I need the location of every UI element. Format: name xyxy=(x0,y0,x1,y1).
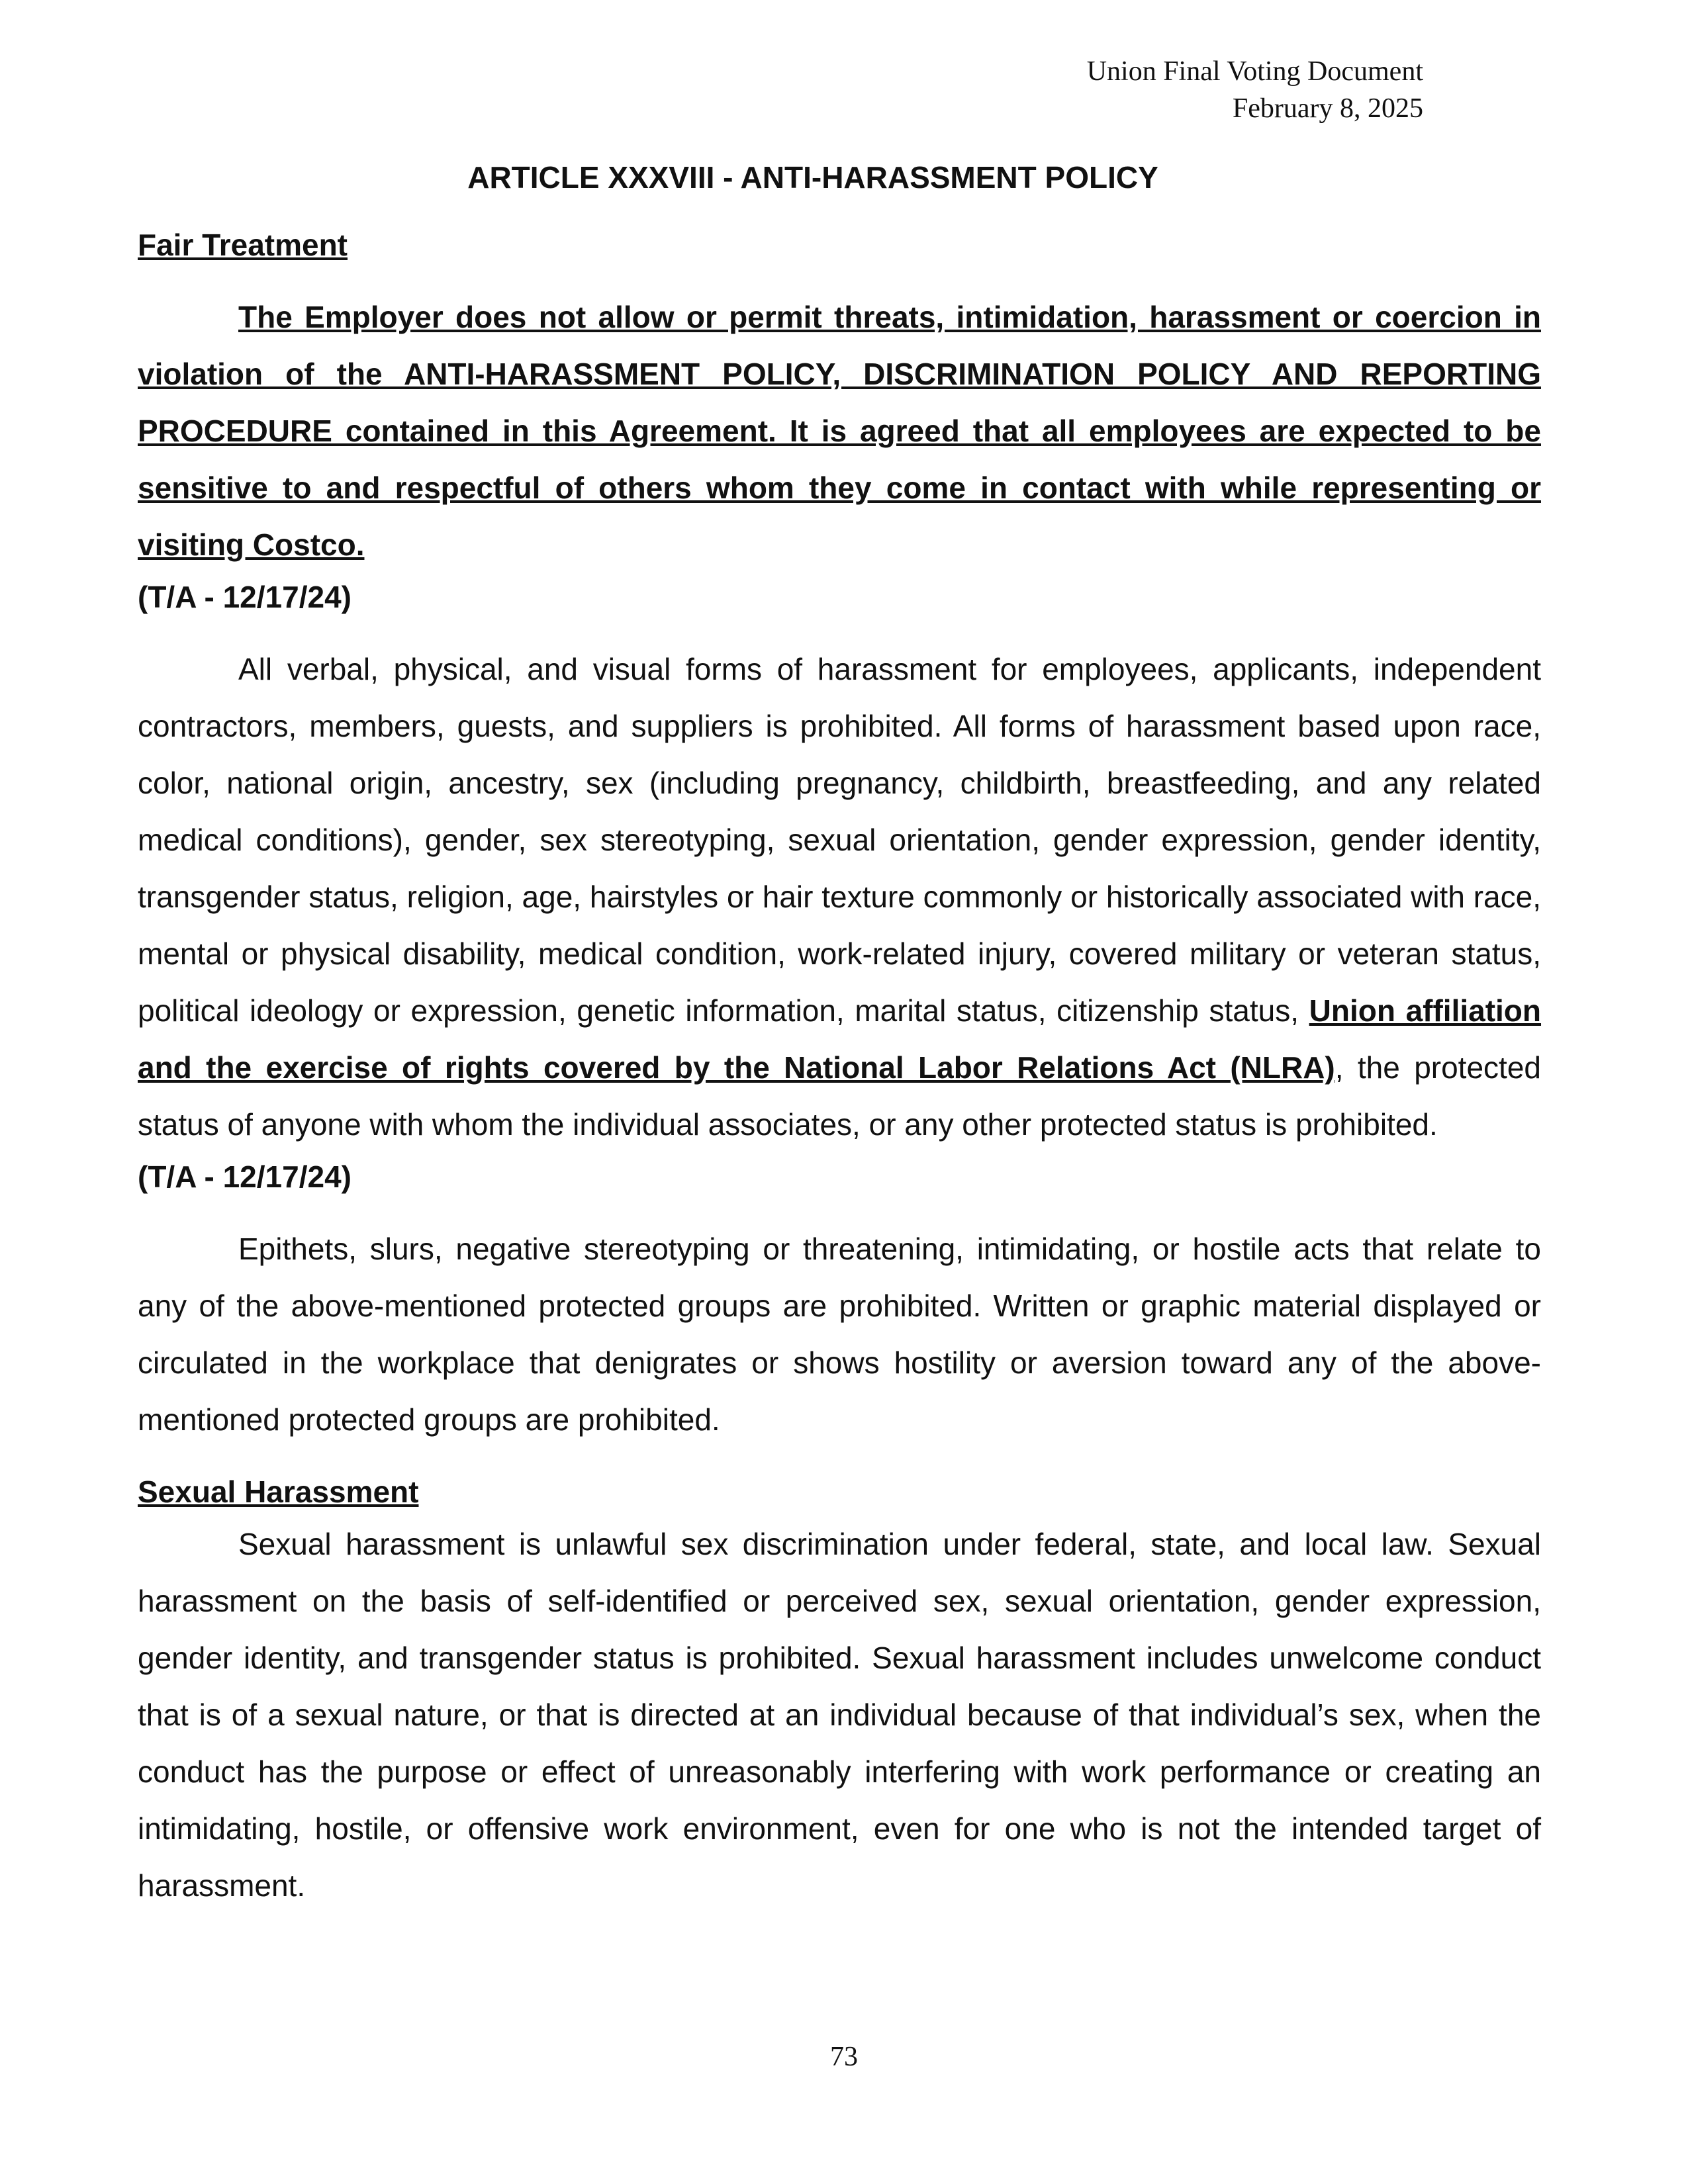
harassment-text-part2: , the protected status of anyone with whom the individual associates, or any other protected status is prohibited. xyxy=(138,1050,1541,1142)
page-content xyxy=(138,154,1541,1914)
article-title: ARTICLE XXXVIII - ANTI-HARASSMENT POLICY xyxy=(467,160,1158,195)
section-heading-sexual-harassment: Sexual Harassment xyxy=(138,1475,419,1509)
harassment-text-part1: All verbal, physical, and visual forms of harassment for employees, applicants, independent contractors, members, guests, and suppliers is prohibited. All forms of harassment based upon race, color, national origin, ancestry, sex (including pregnancy, childbirth, breastfeeding, and any related medical conditions), gender, sex stereotyping, sexual orientation, gender expression, gender identity, transgender status, religion, age, hairstyles or hair texture commonly or historically associated with race, mental or physical disability, medical condition, work-related injury, covered military or veteran status, political ideology or expression, genetic information, marital status, citizenship status, xyxy=(138,652,1541,1028)
fair-treatment-paragraph: The Employer does not allow or permit threats, intimidation, harassment or coercion in violation of the ANTI-HARASSMENT POLICY, DISCRIMINATION POLICY AND REPORTING PROCEDURE contained in this Agreement. It is agreed that all employees are expected to be sensitive to and respectful of others whom they come in contact with while representing or visiting Costco. xyxy=(138,300,1541,562)
header-document-title: Union Final Voting Document xyxy=(1086,56,1423,87)
union-affiliation-emphasis: Union affiliation and the exercise of rights covered by the National Labor Relations Act (NLRA) xyxy=(138,993,1542,1085)
document-header xyxy=(1087,53,1423,127)
page-number: 73 xyxy=(830,2042,858,2072)
sexual-harassment-paragraph: Sexual harassment is unlawful sex discrimination under federal, state, and local law. Sexual harassment on the basis of self-identified or perceived sex, sexual orientation, gender expression, gender identity, and transgender status is prohibited. Sexual harassment includes unwelcome conduct that is of a sexual nature, or that is directed at an individual because of that individual’s sex, when the conduct has the purpose or effect of unreasonably interfering with work performance or creating an intimidating, hostile, or offensive work environment, even for one who is not the intended target of harassment. xyxy=(138,1527,1541,1903)
header-date: February 8, 2025 xyxy=(1232,93,1423,124)
epithets-paragraph: Epithets, slurs, negative stereotyping or threatening, intimidating, or hostile acts that relate to any of the above-mentioned protected groups are prohibited. Written or graphic material displayed or circulated in the workplace that denigrates or shows hostility or aversion toward any of the above-mentioned protected groups are prohibited. xyxy=(138,1232,1541,1437)
harassment-forms-paragraph xyxy=(138,641,1541,1153)
tentative-agreement-date: (T/A - 12/17/24) xyxy=(138,1160,352,1194)
tentative-agreement-date: (T/A - 12/17/24) xyxy=(138,580,352,614)
section-heading-fair-treatment: Fair Treatment xyxy=(138,228,348,262)
